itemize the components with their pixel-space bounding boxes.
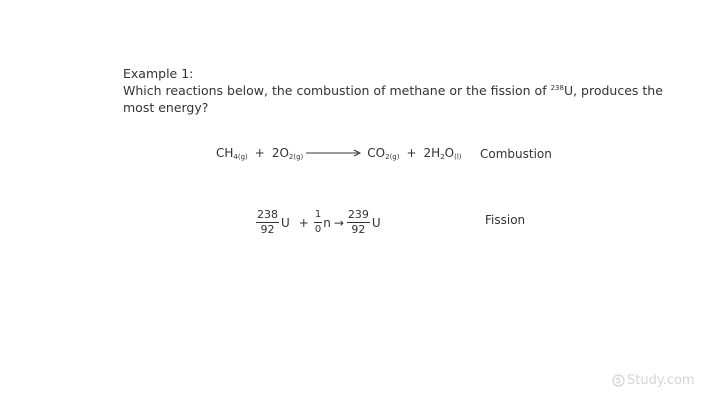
oxygen-subscript: 2(g) (288, 153, 304, 161)
water-formula-o: O (444, 146, 455, 160)
u239-mass-number: 239 (347, 208, 369, 221)
methane-formula: CH (216, 146, 234, 160)
watermark-text: Study.com (627, 373, 695, 388)
water-state-subscript: (l) (454, 153, 462, 161)
neutron-atomic-number: 0 (314, 224, 322, 235)
fission-equation (256, 209, 385, 236)
carbon-dioxide-subscript: 2(g) (385, 153, 400, 161)
oxygen-formula: 2O (271, 146, 289, 160)
water-formula-h: 2H (423, 146, 441, 160)
fission-label: Fission (485, 213, 526, 227)
question-text (123, 82, 663, 116)
neutron-fraction (314, 209, 322, 236)
plus-sign: + (406, 146, 417, 160)
neutron-mass-number: 1 (314, 209, 322, 223)
combustion-equation (216, 146, 462, 160)
fission-arrow-icon: → (333, 215, 344, 230)
question-text-before: Which reactions below, the combustion of methane or the fission of (123, 83, 551, 98)
methane-subscript: 4(g) (233, 153, 248, 161)
reaction-arrow-icon (306, 148, 362, 158)
u238-mass-number: 238 (257, 208, 278, 221)
u239-atomic-number: 92 (351, 223, 366, 236)
example-label: Example 1: (123, 66, 194, 81)
combustion-label: Combustion (480, 147, 552, 161)
question-text-after: U, produces the most energy? (123, 83, 663, 115)
study-logo-icon (612, 374, 625, 387)
u239-nuclide-fraction (347, 209, 370, 236)
isotope-mass-superscript: 238 (550, 84, 564, 92)
carbon-dioxide-formula: CO (367, 146, 386, 160)
water-h-subscript: 2 (440, 153, 445, 161)
plus-sign: + (254, 146, 265, 160)
neutron-symbol: n (323, 215, 331, 230)
study-watermark (612, 373, 695, 388)
plus-sign: + (298, 215, 309, 230)
u239-symbol: U (371, 215, 381, 230)
u238-symbol: U (281, 215, 290, 230)
u238-atomic-number: 92 (260, 223, 275, 236)
u238-nuclide-fraction (256, 209, 279, 236)
